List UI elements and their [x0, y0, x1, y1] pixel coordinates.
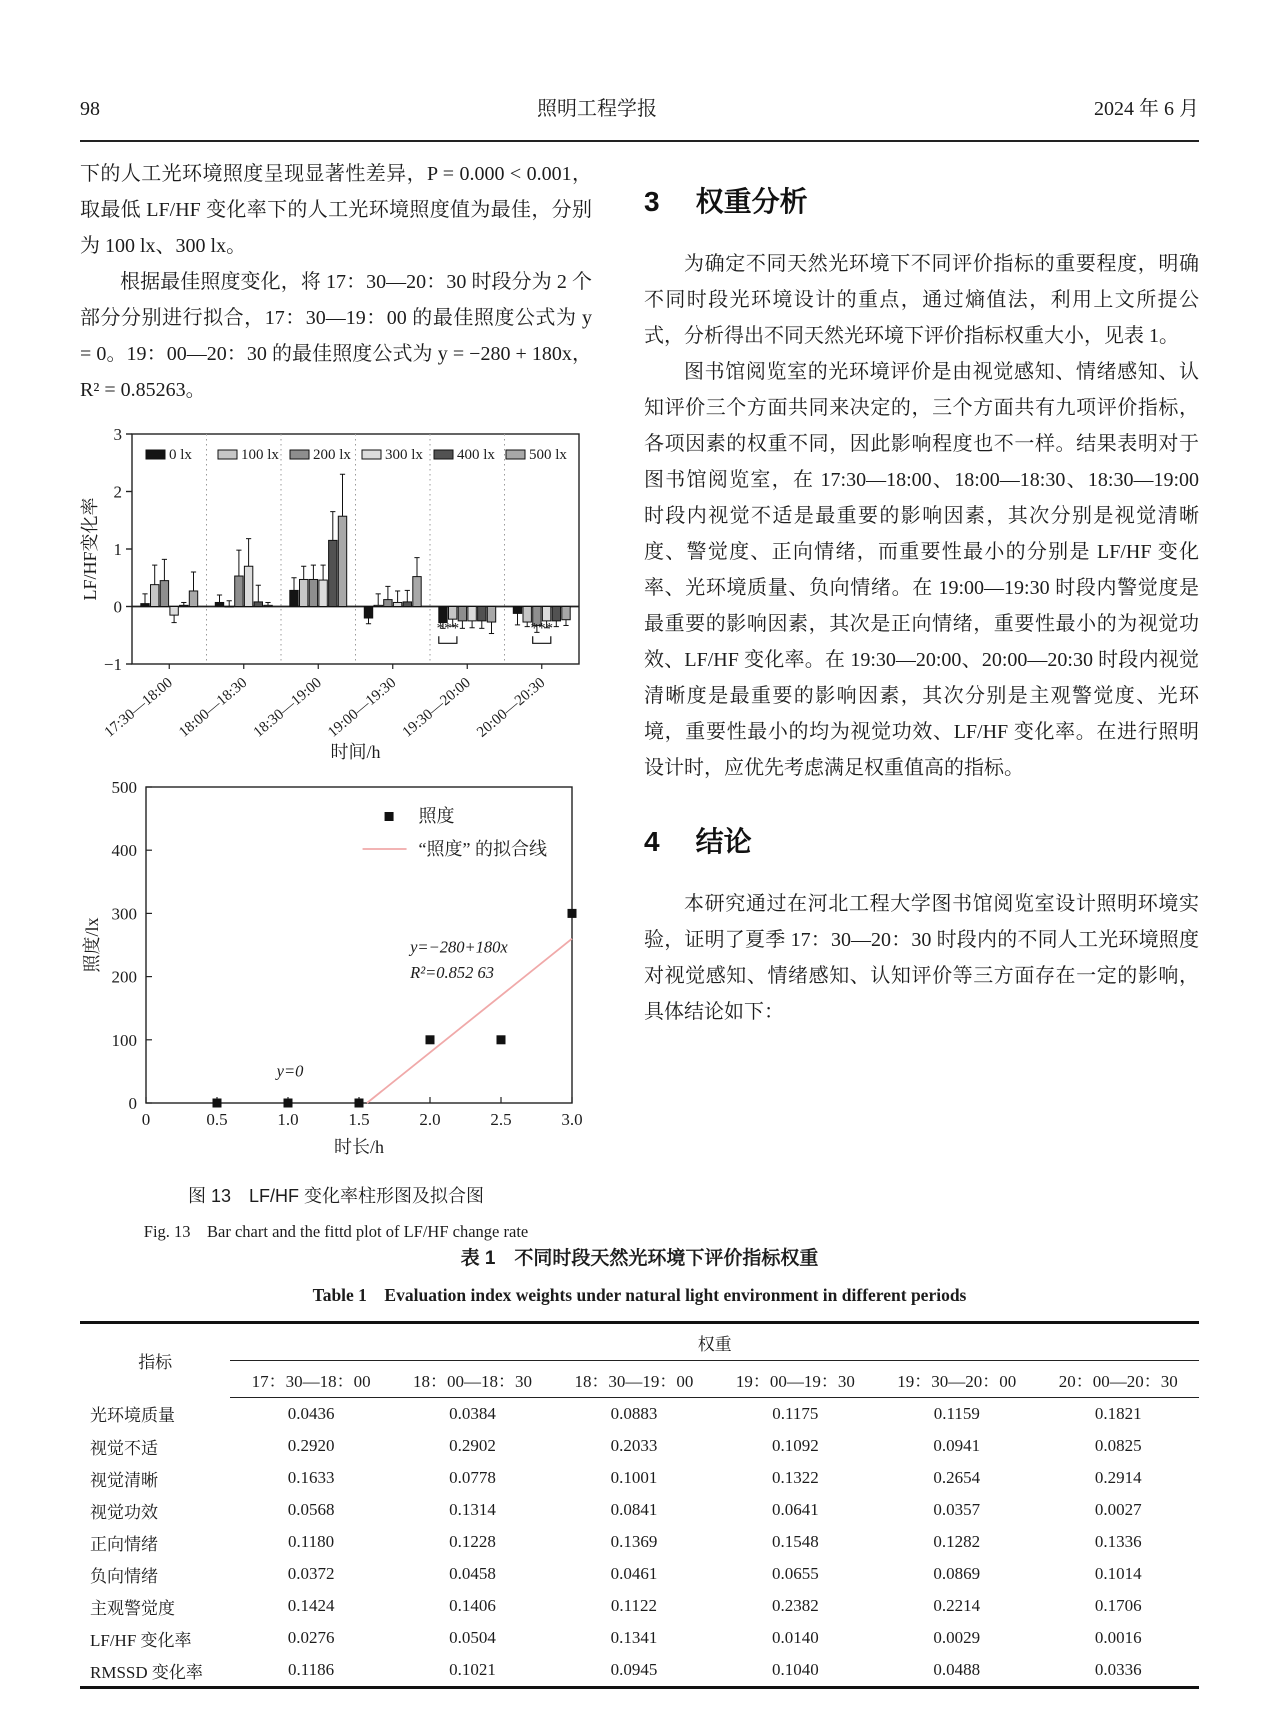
weight-value: 0.2214: [933, 1596, 981, 1615]
bar: [374, 605, 382, 606]
weight-value: 0.0504: [449, 1628, 496, 1647]
weight-value: 0.0336: [1094, 1660, 1142, 1679]
weight-value: 0.1186: [288, 1660, 335, 1679]
legend-label: 100 lx: [241, 447, 279, 463]
table-header-period: 18：30—19：00: [553, 1361, 714, 1398]
x-tick-label: 18:00—18:30: [176, 674, 251, 741]
table-header-period: 19：30—20：00: [876, 1361, 1037, 1398]
illuminance-fit-scatter-chart: [80, 771, 585, 1163]
weight-value: 0.1633: [287, 1468, 335, 1487]
x-axis-label: 时长/h: [333, 1137, 385, 1157]
table-header-period: 18：00—18：30: [392, 1361, 553, 1398]
weight-value: 0.0655: [771, 1564, 819, 1583]
bar: [562, 607, 570, 620]
weight-value: 0.2914: [1094, 1468, 1142, 1487]
bar: [458, 607, 466, 621]
weight-value: 0.1424: [287, 1596, 335, 1615]
legend-label: 0 lx: [169, 447, 192, 463]
x-tick-label: 17:30—18:00: [101, 674, 176, 741]
legend-label: 200 lx: [313, 447, 351, 463]
table-row: [80, 1558, 1199, 1590]
bar: [513, 607, 521, 614]
weight-value: 0.2920: [287, 1436, 335, 1455]
x-tick-label: 3.0: [561, 1110, 583, 1129]
table-header-period: 20：00—20：30: [1038, 1361, 1200, 1398]
bar: [225, 607, 233, 608]
bar: [364, 607, 372, 619]
bar: [254, 602, 262, 607]
weight-value: 0.1821: [1094, 1404, 1142, 1423]
indicator-label: 视觉清晰: [90, 1470, 158, 1490]
bar: [160, 581, 168, 607]
bar: [141, 604, 149, 607]
weight-value: 0.1180: [288, 1532, 335, 1551]
weight-value: 0.1336: [1094, 1532, 1142, 1551]
evaluation-weights-table: [80, 1321, 1199, 1689]
table-row: [80, 1526, 1199, 1558]
left-column: [80, 156, 592, 1242]
weight-value: 0.1314: [449, 1500, 496, 1519]
data-point: [568, 909, 577, 918]
table-row: [80, 1494, 1199, 1526]
legend-swatch: [146, 450, 165, 459]
weight-value: 0.2033: [610, 1436, 658, 1455]
bar: [449, 607, 457, 620]
significance-bracket: [439, 636, 457, 643]
weight-value: 0.0458: [449, 1564, 496, 1583]
indicator-label: 光环境质量: [90, 1406, 175, 1426]
bar: [542, 607, 550, 621]
section-3-heading: [644, 180, 1199, 220]
table-header-weights-group: 权重: [230, 1323, 1199, 1361]
section-4-heading: [644, 820, 1199, 860]
bar: [151, 585, 159, 607]
body-paragraph: 下的人工光环境照度呈现显著性差异，P = 0.000 < 0.001，取最低 LF/HF 变化率下的人工光环境照度值为最佳，分别为 100 lx、300 lx。: [80, 163, 592, 257]
figure-caption-zh: 图 13 LF/HF 变化率柱形图及拟合图: [187, 1186, 485, 1206]
bar: [180, 605, 188, 606]
y-tick-label: 3: [113, 425, 122, 444]
indicator-label: 负向情绪: [90, 1566, 158, 1586]
bar: [552, 607, 560, 621]
table-caption-zh: 表 1 不同时段天然光环境下评价指标权重: [460, 1248, 819, 1269]
weight-value: 0.2382: [771, 1596, 819, 1615]
weight-value: 0.0436: [287, 1404, 335, 1423]
weight-value: 0.1706: [1094, 1596, 1142, 1615]
y-axis-label: LF/HF变化率: [80, 497, 100, 601]
weight-value: 0.0276: [287, 1628, 335, 1647]
journal-title: 照明工程学报: [537, 98, 657, 120]
weight-value: 0.1282: [933, 1532, 981, 1551]
bar: [264, 605, 272, 606]
weight-value: 0.0641: [771, 1500, 819, 1519]
bar: [478, 607, 486, 621]
body-paragraph: 根据最佳照度变化，将 17：30—20：30 时段分为 2 个部分分别进行拟合，17：30—19：00 的最佳照度公式为 y = 0。19：00—20：30 的最佳照度公式为 y = −280 + 180x，R² = 0.85263。: [80, 271, 592, 401]
indicator-label: 视觉不适: [90, 1438, 158, 1458]
weight-value: 0.1122: [610, 1596, 657, 1615]
weight-value: 0.1322: [771, 1468, 819, 1487]
table-row: [80, 1462, 1199, 1494]
weight-value: 0.1001: [610, 1468, 658, 1487]
page-number: 98: [80, 98, 100, 120]
significance-stars: ***: [436, 620, 460, 637]
weight-value: 0.1175: [772, 1404, 819, 1423]
table-caption-en: Table 1 Evaluation index weights under natural light environment in different periods: [312, 1285, 967, 1305]
x-tick-label: 18:30—19:00: [250, 674, 325, 741]
bar: [413, 577, 421, 607]
equation-annotation: y=−280+180x: [410, 937, 508, 957]
weight-value: 0.0778: [449, 1468, 496, 1487]
x-tick-label: 2.5: [490, 1110, 512, 1129]
legend-swatch: [290, 450, 309, 459]
weight-value: 0.0016: [1094, 1628, 1142, 1647]
right-column: [644, 156, 1199, 1242]
x-tick-label: 2.0: [419, 1110, 441, 1129]
body-paragraph: 图书馆阅览室的光环境评价是由视觉感知、情绪感知、认知评价三个方面共同来决定的，三个方面共有九项评价指标，各项因素的权重不同，因此影响程度也不一样。结果表明对于图书馆阅览室，在 17:30—18:00、18:00—18:30、18:30—19:00 时段内视觉不适是最重要的影响因素，其次分别是视觉清晰度、警觉度、正向情绪，而重要性最小的分别是 LF/HF 变化率、光环境质量、负向情绪。在 19:00—19:30 时段内警觉度是最重要的影响因素，其次是正向情绪，重要性最小的为视觉功效、LF/HF 变化率。在 19:30—20:00、20:00—20:30 时段内视觉清晰度是最重要的影响因素，其次分别是主观警觉度、光环境，重要性最小的均为视觉功效、LF/HF 变化率。在进行照明设计时，应优先考虑满足权重值高的指标。: [644, 361, 1199, 779]
bar: [403, 602, 411, 607]
weight-value: 0.1040: [771, 1660, 819, 1679]
issue-date: 2024 年 6 月: [1094, 98, 1199, 120]
weight-value: 0.0372: [287, 1564, 335, 1583]
data-point: [213, 1099, 222, 1108]
y-tick-label: 0: [113, 597, 122, 617]
section-4-number: 4: [644, 826, 660, 857]
bar: [215, 602, 223, 606]
y-tick-label: 100: [111, 1030, 137, 1050]
y-axis-label: 照度/lx: [82, 917, 102, 973]
body-paragraph: 为确定不同天然光环境下不同评价指标的重要程度，明确不同时段光环境设计的重点，通过熵值法，利用上文所提公式，分析得出不同天然光环境下评价指标权重大小，见表 1。: [644, 253, 1199, 347]
section-3-title: 权重分析: [695, 186, 808, 217]
weight-value: 0.1021: [449, 1660, 496, 1679]
legend-label: 400 lx: [457, 447, 495, 463]
figure-caption-en: Fig. 13 Bar chart and the fittd plot of LF/HF change rate: [143, 1222, 529, 1241]
legend-label: 300 lx: [385, 447, 423, 463]
weight-value: 0.2902: [449, 1436, 496, 1455]
indicator-label: 主观警觉度: [90, 1598, 175, 1618]
weight-value: 0.1228: [449, 1532, 496, 1551]
data-point: [284, 1099, 293, 1108]
bar: [384, 600, 392, 607]
weight-value: 0.0883: [610, 1404, 658, 1423]
weight-value: 0.0941: [933, 1436, 981, 1455]
weight-value: 0.0027: [1094, 1500, 1142, 1519]
y-tick-label: 0: [128, 1094, 137, 1113]
x-tick-label: 1.0: [277, 1110, 299, 1129]
x-axis-label: 时间/h: [330, 742, 381, 762]
bar: [244, 566, 252, 606]
bar: [170, 607, 178, 616]
weight-value: 0.0140: [771, 1628, 819, 1647]
y-tick-label: 1: [113, 540, 122, 559]
significance-bracket: [533, 636, 551, 643]
weight-value: 0.0825: [1094, 1436, 1142, 1455]
bar: [468, 607, 476, 621]
bar: [487, 607, 495, 623]
table-row: [80, 1430, 1199, 1462]
table-header-period: 17：30—18：00: [230, 1361, 391, 1398]
weight-value: 0.1341: [610, 1628, 658, 1647]
y-tick-label: 300: [111, 904, 137, 924]
weight-value: 0.0357: [933, 1500, 981, 1519]
weight-value: 0.0568: [287, 1500, 335, 1519]
x-tick-label: 20:00—20:30: [474, 674, 549, 741]
two-column-body: [80, 156, 1199, 1242]
page-header: [80, 92, 1199, 121]
equation-annotation: R²=0.852 63: [410, 962, 495, 982]
bar: [338, 516, 346, 606]
bar: [290, 590, 298, 606]
indicator-label: 正向情绪: [90, 1534, 158, 1554]
weight-value: 0.0029: [933, 1628, 981, 1647]
table-row: [80, 1590, 1199, 1622]
legend-label: 500 lx: [529, 447, 567, 463]
table-row: [80, 1398, 1199, 1431]
y-tick-label: −1: [103, 655, 122, 674]
weight-value: 0.0869: [933, 1564, 981, 1583]
data-point: [355, 1099, 364, 1108]
x-tick-label: 19:30—20:00: [399, 674, 474, 741]
data-point: [426, 1035, 435, 1044]
x-tick-label: 1.5: [348, 1110, 370, 1129]
plot-frame: [146, 787, 572, 1103]
bar: [189, 591, 197, 607]
weight-value: 0.0461: [610, 1564, 658, 1583]
lfhf-bar-chart: [80, 424, 585, 766]
bar: [309, 579, 317, 606]
weight-value: 0.1159: [933, 1404, 980, 1423]
header-rule: [80, 140, 1199, 142]
body-paragraph: 本研究通过在河北工程大学图书馆阅览室设计照明环境实验，证明了夏季 17：30—20：30 时段内的不同人工光环境照度对视觉感知、情绪感知、认知评价等三方面存在一定的影响，具体结论如下：: [644, 893, 1199, 1023]
weight-value: 0.1092: [771, 1436, 819, 1455]
weight-value: 0.1369: [610, 1532, 658, 1551]
table-header-period: 19：00—19：30: [715, 1361, 876, 1398]
legend-point-marker: [385, 812, 394, 821]
legend-swatch: [434, 450, 453, 459]
table-row: [80, 1654, 1199, 1688]
data-point: [497, 1035, 506, 1044]
legend-swatch: [218, 450, 237, 459]
indicator-label: LF/HF 变化率: [90, 1630, 192, 1650]
weight-value: 0.0384: [449, 1404, 496, 1423]
table-header-indicator: 指标: [138, 1353, 173, 1373]
legend-label: 照度: [418, 806, 455, 826]
bar: [235, 576, 243, 606]
y-tick-label: 2: [113, 482, 122, 502]
weight-value: 0.0841: [610, 1500, 658, 1519]
significance-stars: ***: [530, 620, 553, 637]
bar: [393, 602, 401, 606]
bar: [300, 579, 308, 606]
indicator-label: RMSSD 变化率: [90, 1662, 203, 1682]
weight-value: 0.1014: [1094, 1564, 1142, 1583]
y-tick-label: 200: [111, 967, 137, 987]
weight-value: 0.1406: [449, 1596, 496, 1615]
section-3-number: 3: [644, 186, 660, 217]
legend-swatch: [506, 450, 525, 459]
weight-value: 0.2654: [933, 1468, 981, 1487]
x-tick-label: 0: [141, 1110, 151, 1129]
weight-value: 0.1548: [771, 1532, 819, 1551]
figure-13: [80, 424, 592, 1168]
y-tick-label: 500: [111, 778, 137, 797]
table-1-block: [80, 1243, 1199, 1689]
table-row: [80, 1622, 1199, 1654]
section-4-title: 结论: [695, 826, 752, 857]
x-tick-label: 0.5: [206, 1110, 228, 1129]
legend-swatch: [362, 450, 381, 459]
legend-label: “照度” 的拟合线: [418, 839, 548, 859]
bar: [319, 580, 327, 606]
weight-value: 0.0488: [933, 1660, 981, 1679]
x-tick-label: 19:00—19:30: [325, 674, 400, 741]
y-tick-label: 400: [111, 841, 137, 861]
indicator-label: 视觉功效: [90, 1502, 158, 1522]
bar: [329, 540, 337, 606]
equation-annotation: y=0: [276, 1061, 304, 1081]
weight-value: 0.0945: [610, 1660, 658, 1679]
